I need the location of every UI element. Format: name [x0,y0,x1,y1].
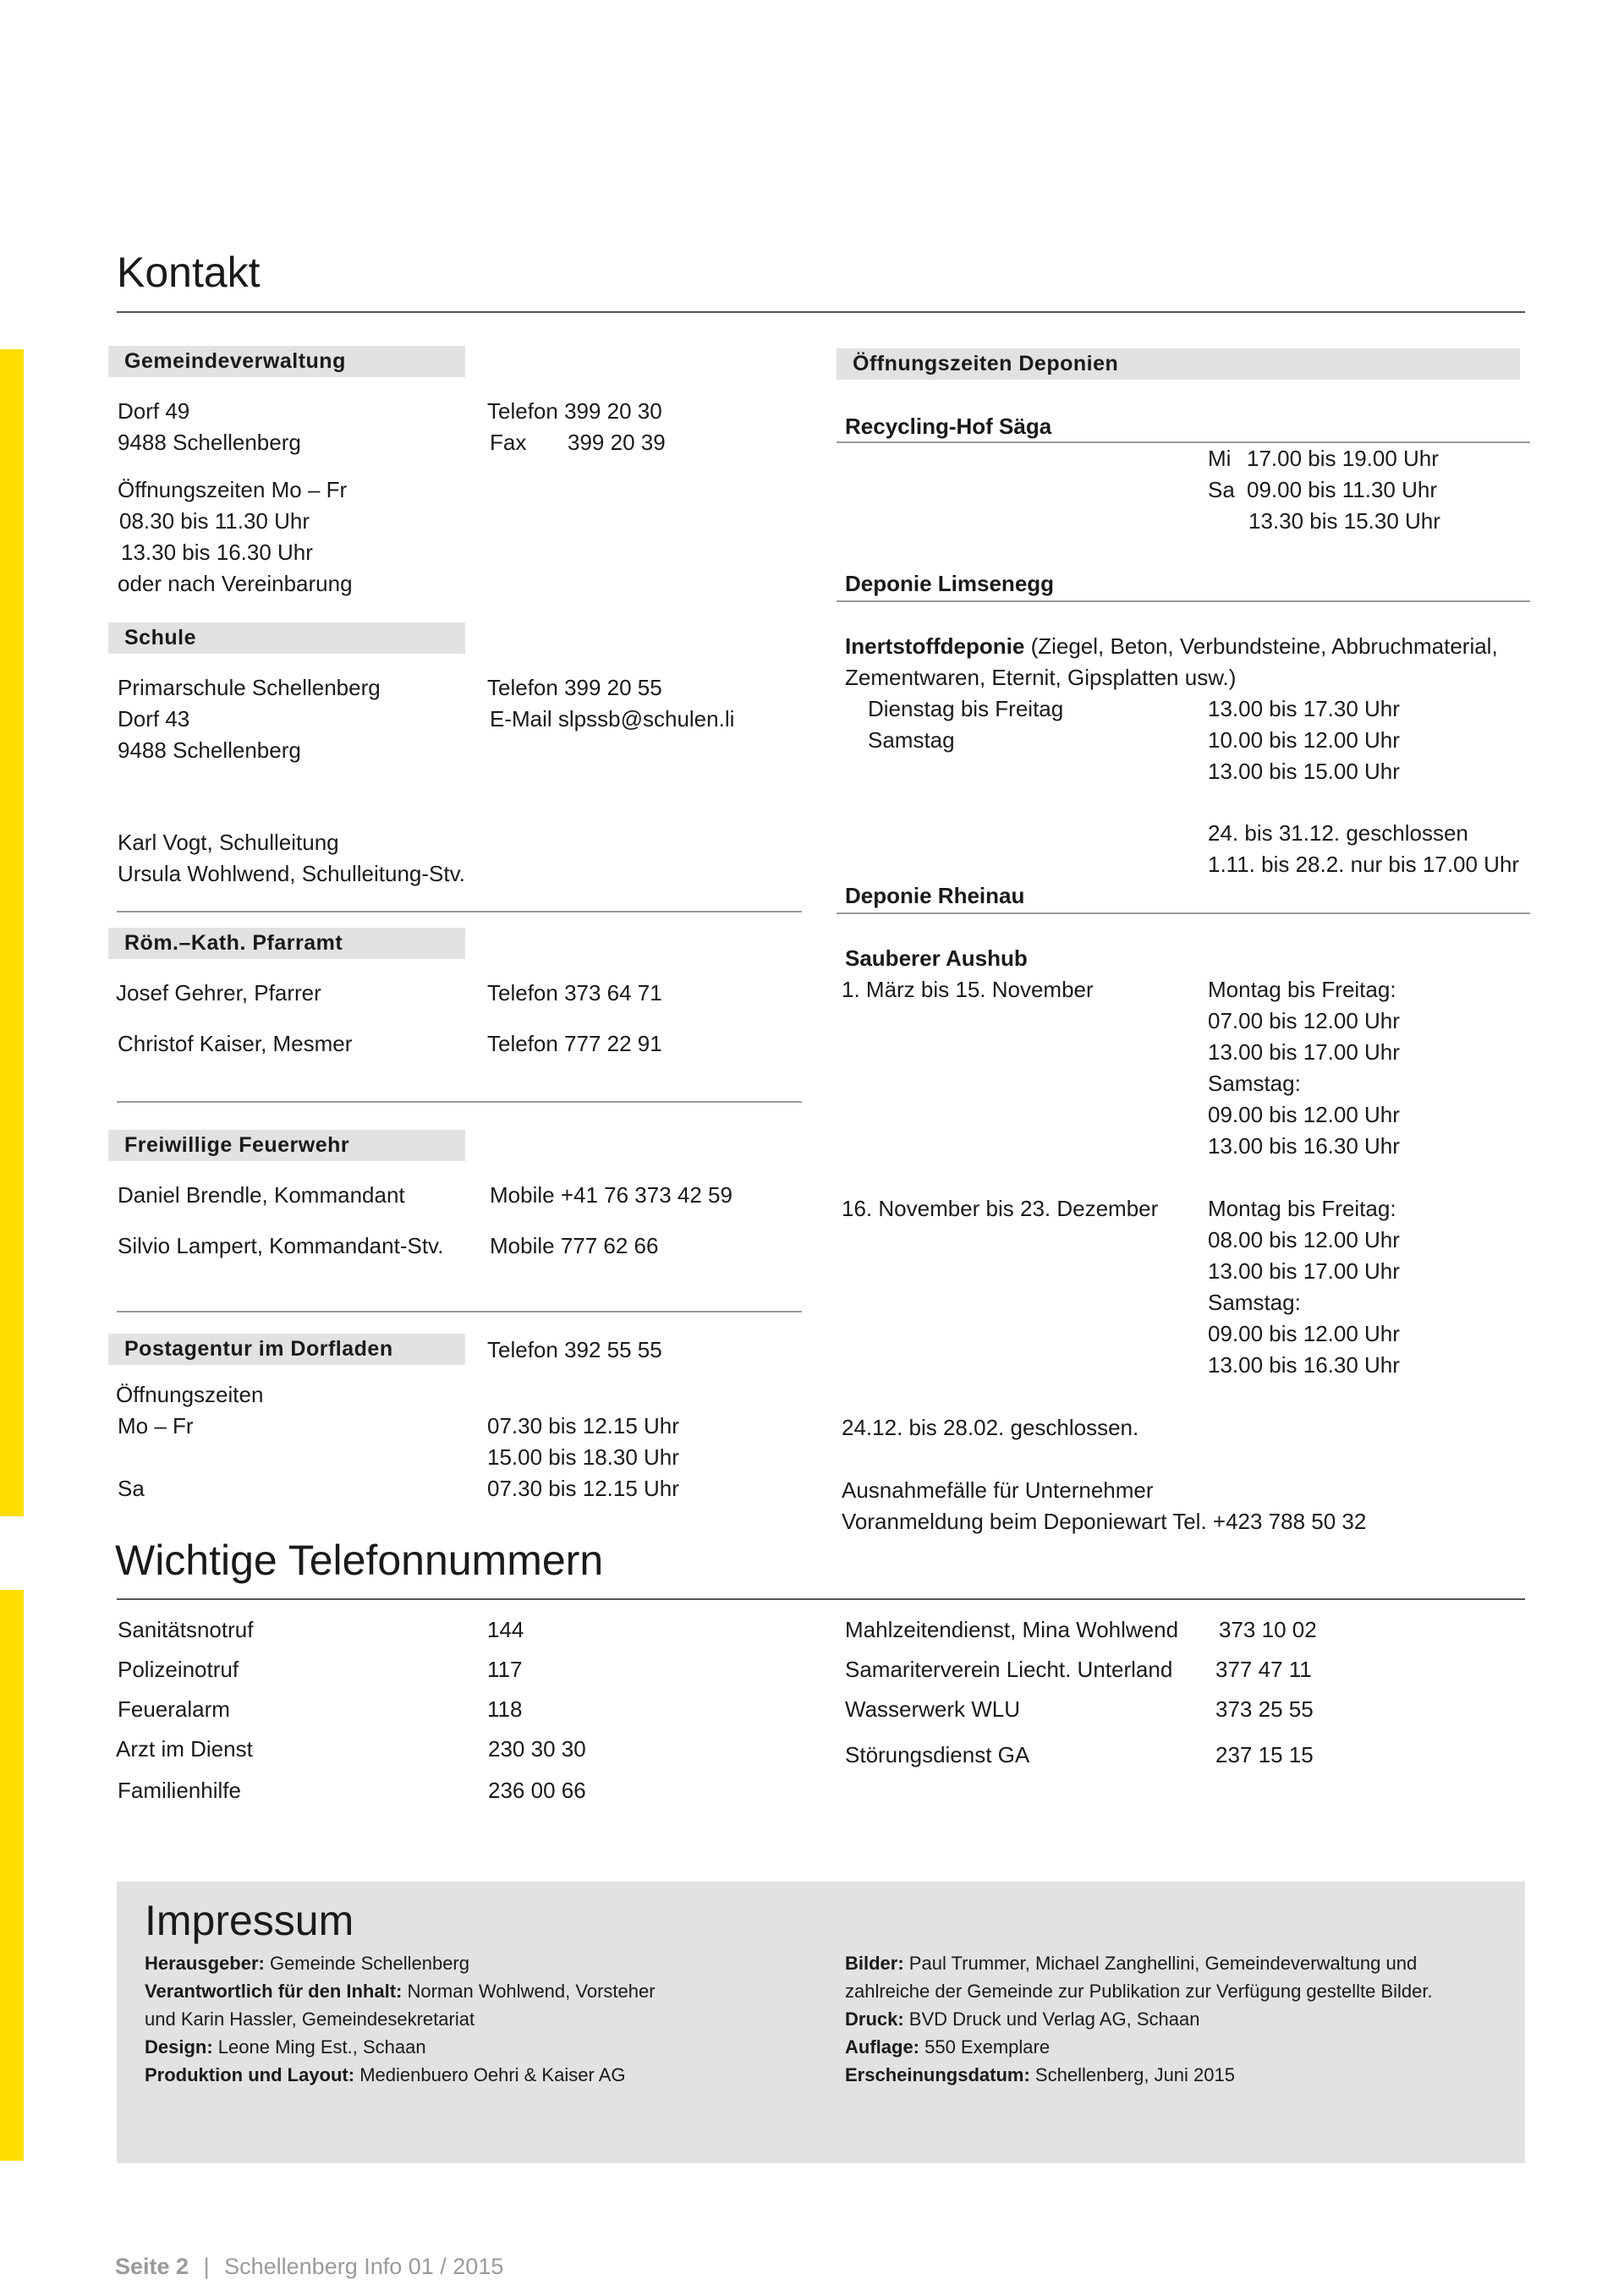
rheinau-period1-line: Montag bis Freitag: [1208,977,1396,1002]
limsenegg-inert-line2: Zementwaren, Eternit, Gipsplatten usw.) [845,665,1237,690]
pfarramt-p2-tel: Telefon 777 22 91 [487,1031,662,1056]
limsenegg-sam-time2: 13.00 bis 15.00 Uhr [1208,759,1400,784]
saega-title: Recycling-Hof Säga [845,414,1052,439]
phone-number: 236 00 66 [488,1778,586,1803]
impressum-title: Impressum [145,1897,354,1944]
saega-sa-time1: 09.00 bis 11.30 Uhr [1247,477,1437,502]
gemeinde-addr1: Dorf 49 [118,398,190,424]
pfarramt-p1-tel: Telefon 373 64 71 [487,980,662,1006]
impressum-text: Norman Wohlwend, Vorsteher [402,1981,656,2002]
rheinau-period2: 16. November bis 23. Dezember [842,1196,1159,1221]
rheinau-period1-line: 13.00 bis 17.00 Uhr [1208,1039,1400,1065]
impressum-line [845,2033,1050,2061]
post-tel: Telefon 392 55 55 [487,1337,662,1362]
schule-email[interactable]: E-Mail slpssb@schulen.li [490,706,735,732]
feuerwehr-p1: Daniel Brendle, Kommandant [118,1182,405,1208]
impressum-line [145,2033,426,2061]
saega-sa: Sa [1208,477,1235,502]
post-hours-label: Öffnungszeiten [116,1382,264,1407]
post-sa1: 07.30 bis 12.15 Uhr [487,1476,679,1501]
impressum-text: 550 Exemplare [919,2036,1051,2058]
gemeinde-hours2: 13.30 bis 16.30 Uhr [121,540,313,565]
gemeinde-fax: 399 20 39 [568,430,666,455]
impressum-line [145,2005,475,2033]
impressum-text: Paul Trummer, Michael Zanghellini, Gemeindeverwaltung und [903,1953,1418,1974]
post-mofr1: 07.30 bis 12.15 Uhr [487,1413,679,1438]
page-footer [115,2251,503,2282]
phone-section-title: Wichtige Telefonnummern [115,1537,604,1584]
impressum-line [145,1949,469,1977]
feuerwehr-p2-tel: Mobile 777 62 66 [490,1233,659,1258]
phone-number: 373 10 02 [1219,1617,1317,1642]
phone-name: Wasserwerk WLU [845,1696,1021,1722]
divider [837,600,1530,602]
section-head-gemeinde: Gemeindeverwaltung [108,346,465,377]
limsenegg-dfr: Dienstag bis Freitag [868,696,1064,721]
post-mofr2: 15.00 bis 18.30 Uhr [487,1444,679,1470]
phone-name: Mahlzeitendienst, Mina Wohlwend [845,1617,1179,1642]
section-head-feuerwehr: Freiwillige Feuerwehr [108,1130,465,1161]
page-title: Kontakt [117,249,261,296]
impressum-text: zahlreiche der Gemeinde zur Publikation zur Verfügung gestellte Bilder. [845,1981,1433,2002]
saega-mi-time: 17.00 bis 19.00 Uhr [1247,446,1439,471]
phone-name: Samariterverein Liecht. Unterland [845,1657,1173,1682]
section-head-schule: Schule [108,622,465,654]
impressum-line [145,2061,625,2089]
rheinau-period1-line: 13.00 bis 16.30 Uhr [1208,1133,1400,1159]
schule-person1: Karl Vogt, Schulleitung [118,830,339,855]
phone-name: Arzt im Dienst [116,1736,253,1762]
impressum-line [145,1977,656,2005]
rheinau-period2-line: 13.00 bis 17.00 Uhr [1208,1258,1400,1284]
phone-name: Sanitätsnotruf [118,1617,254,1642]
section-head-post: Postagentur im Dorfladen [108,1334,465,1365]
gemeinde-hours3: oder nach Vereinbarung [118,571,353,596]
post-sa: Sa [118,1476,145,1501]
impressum-label: Druck: [845,2008,904,2030]
inert-text: (Ziegel, Beton, Verbundsteine, Abbruchmaterial, [1024,633,1498,659]
rheinau-period1-line: 07.00 bis 12.00 Uhr [1208,1008,1400,1033]
impressum-text: Gemeinde Schellenberg [264,1953,469,1974]
rheinau-ausnahme1: Ausnahmefälle für Unternehmer [842,1477,1154,1503]
section-head-deponien: Öffnungszeiten Deponien [837,348,1520,380]
schule-person2: Ursula Wohlwend, Schulleitung-Stv. [118,861,465,886]
page-number: Seite 2 [115,2254,189,2279]
limsenegg-closed1: 24. bis 31.12. geschlossen [1208,820,1468,846]
saega-sa-time2: 13.30 bis 15.30 Uhr [1248,508,1440,534]
phone-name: Feueralarm [118,1696,230,1722]
title-rule [117,311,1525,313]
feuerwehr-p1-tel: Mobile +41 76 373 42 59 [490,1182,732,1208]
phone-number: 117 [487,1657,523,1682]
phone-number: 118 [487,1696,523,1722]
impressum-text: BVD Druck und Verlag AG, Schaan [903,2008,1200,2030]
pfarramt-p1: Josef Gehrer, Pfarrer [116,980,321,1006]
rheinau-period1-line: 09.00 bis 12.00 Uhr [1208,1102,1400,1127]
phone-number: 237 15 15 [1215,1742,1314,1767]
phone-number: 377 47 11 [1215,1657,1312,1682]
impressum-box [117,1882,1525,2163]
title-rule [117,1598,1525,1600]
impressum-line [845,2005,1199,2033]
impressum-label: Bilder: [845,1953,904,1974]
impressum-text: Schellenberg, Juni 2015 [1029,2064,1235,2085]
limsenegg-sam: Samstag [868,727,955,753]
divider [117,911,802,912]
impressum-line [845,1949,1417,1977]
inert-label: Inertstoffdeponie [845,633,1025,659]
gemeinde-hours-label: Öffnungszeiten Mo – Fr [118,477,348,502]
divider [117,1101,802,1103]
impressum-line [845,2061,1235,2089]
limsenegg-dfr-time: 13.00 bis 17.30 Uhr [1208,696,1400,721]
impressum-line [845,1977,1433,2005]
gemeinde-addr2: 9488 Schellenberg [118,430,301,455]
limsenegg-title: Deponie Limsenegg [845,571,1055,596]
schule-tel: Telefon 399 20 55 [487,675,662,700]
rheinau-period2-line: 08.00 bis 12.00 Uhr [1208,1227,1400,1252]
impressum-label: Design: [145,2036,213,2058]
divider [117,1311,802,1312]
pfarramt-p2: Christof Kaiser, Mesmer [118,1031,353,1056]
phone-name: Störungsdienst GA [845,1742,1030,1767]
section-head-pfarramt: Röm.–Kath. Pfarramt [108,928,465,959]
rheinau-period2-line: 09.00 bis 12.00 Uhr [1208,1321,1400,1346]
gemeinde-hours1: 08.30 bis 11.30 Uhr [119,508,310,534]
rheinau-period2-line: 13.00 bis 16.30 Uhr [1208,1352,1400,1378]
impressum-text: und Karin Hassler, Gemeindesekretariat [145,2008,475,2030]
rheinau-title: Deponie Rheinau [845,883,1025,908]
impressum-label: Erscheinungsdatum: [845,2064,1030,2085]
phone-name: Familienhilfe [118,1778,241,1803]
phone-number: 144 [487,1617,524,1642]
schule-name: Primarschule Schellenberg [118,675,381,700]
rheinau-aushub: Sauberer Aushub [845,945,1028,971]
divider [837,912,1530,914]
phone-number: 230 30 30 [488,1736,586,1762]
post-mofr: Mo – Fr [118,1413,194,1438]
phone-number: 373 25 55 [1215,1696,1314,1722]
feuerwehr-p2: Silvio Lampert, Kommandant-Stv. [118,1233,444,1258]
schule-addr1: Dorf 43 [118,706,190,732]
accent-bar-bottom [0,1590,24,2161]
rheinau-period1-line: Samstag: [1208,1071,1301,1096]
rheinau-period2-line: Samstag: [1208,1290,1301,1315]
footer-separator: | [203,2254,210,2279]
rheinau-ausnahme2: Voranmeldung beim Deponiewart Tel. +423 788 50 32 [842,1509,1367,1534]
rheinau-period2-line: Montag bis Freitag: [1208,1196,1396,1221]
impressum-text: Leone Ming Est., Schaan [212,2036,426,2058]
limsenegg-closed2: 1.11. bis 28.2. nur bis 17.00 Uhr [1208,852,1520,877]
gemeinde-tel: Telefon 399 20 30 [487,398,662,424]
impressum-label: Produktion und Layout: [145,2064,355,2085]
phone-name: Polizeinotruf [118,1657,239,1682]
gemeinde-fax-label: Fax [490,430,527,455]
impressum-label: Verantwortlich für den Inhalt: [145,1981,403,2002]
impressum-label: Herausgeber: [145,1953,265,1974]
impressum-label: Auflage: [845,2036,919,2058]
publication-name: Schellenberg Info 01 / 2015 [224,2254,504,2279]
rheinau-period1: 1. März bis 15. November [842,977,1094,1002]
rheinau-closed: 24.12. bis 28.02. geschlossen. [842,1415,1139,1440]
limsenegg-inert [845,631,1498,662]
schule-addr2: 9488 Schellenberg [118,737,301,763]
limsenegg-sam-time1: 10.00 bis 12.00 Uhr [1208,727,1400,753]
accent-bar-top [0,349,24,1516]
saega-mi: Mi [1208,446,1232,471]
impressum-text: Medienbuero Oehri & Kaiser AG [354,2064,626,2085]
